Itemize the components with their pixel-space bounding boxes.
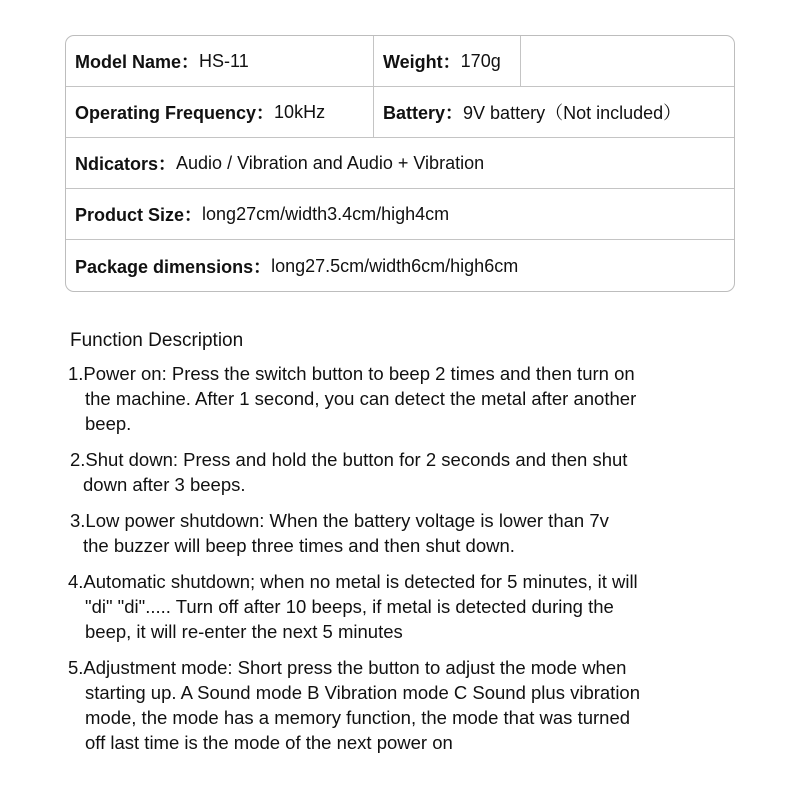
function-item-adjustment-mode	[68, 655, 768, 755]
function-line: starting up. A Sound mode B Vibration mode C Sound plus vibration	[85, 682, 641, 703]
spec-label: Ndicators：	[75, 154, 177, 174]
spec-value: HS-11	[199, 50, 249, 71]
spec-value: 170g	[460, 50, 501, 71]
spec-value: long27cm/width3.4cm/high4cm	[202, 203, 450, 224]
spec-value: 10kHz	[274, 101, 326, 122]
function-line: 4.Automatic shutdown; when no metal is detected for 5 minutes, it will	[68, 571, 638, 592]
spec-label: Package dimensions：	[75, 257, 272, 277]
function-line: the machine. After 1 second, you can detect the metal after another	[85, 388, 637, 409]
spec-cell-package-dimensions	[66, 240, 734, 292]
function-item-shut-down	[68, 447, 768, 497]
function-item-automatic-shutdown	[68, 569, 768, 644]
spec-value: long27.5cm/width6cm/high6cm	[271, 255, 519, 276]
spec-label: Battery：	[383, 103, 464, 123]
spec-row-model-weight	[66, 36, 734, 87]
spec-label: Weight：	[383, 52, 461, 72]
function-item-power-on	[68, 361, 768, 436]
spec-cell-operating-frequency	[66, 87, 374, 137]
spec-label: Model Name：	[75, 52, 200, 72]
function-line: 1.Power on: Press the switch button to beep 2 times and then turn on	[68, 363, 635, 384]
spec-row-frequency-battery	[66, 87, 734, 138]
spec-row-package-dimensions	[66, 240, 734, 292]
function-line: mode, the mode has a memory function, the mode that was turned	[85, 707, 631, 728]
spec-cell-indicators	[66, 138, 734, 188]
spec-row-indicators	[66, 138, 734, 189]
function-line: 3.Low power shutdown: When the battery voltage is lower than 7v	[70, 510, 609, 531]
function-description-title: Function Description	[70, 330, 244, 351]
spec-label: Product Size：	[75, 205, 203, 225]
spec-cell-empty	[521, 36, 734, 86]
function-line: beep.	[85, 413, 132, 434]
spec-value: Audio / Vibration and Audio + Vibration	[176, 152, 485, 173]
function-description	[68, 328, 768, 766]
function-line: beep, it will re-enter the next 5 minutes	[85, 621, 403, 642]
spec-cell-product-size	[66, 189, 734, 239]
function-item-low-power-shutdown	[68, 508, 768, 558]
spec-cell-battery	[374, 87, 734, 137]
function-line: 2.Shut down: Press and hold the button for 2 seconds and then shut	[70, 449, 628, 470]
function-line: off last time is the mode of the next power on	[85, 732, 453, 753]
spec-label: Operating Frequency：	[75, 103, 275, 123]
function-line: the buzzer will beep three times and then shut down.	[83, 535, 515, 556]
spec-cell-model-name	[66, 36, 374, 86]
spec-cell-weight	[374, 36, 521, 86]
spec-table	[65, 35, 735, 292]
function-line: "di" "di"..... Turn off after 10 beeps, if metal is detected during the	[85, 596, 614, 617]
spec-row-product-size	[66, 189, 734, 240]
function-line: down after 3 beeps.	[83, 474, 246, 495]
spec-value: 9V battery（Not included）	[463, 103, 682, 123]
function-line: 5.Adjustment mode: Short press the button to adjust the mode when	[68, 657, 627, 678]
